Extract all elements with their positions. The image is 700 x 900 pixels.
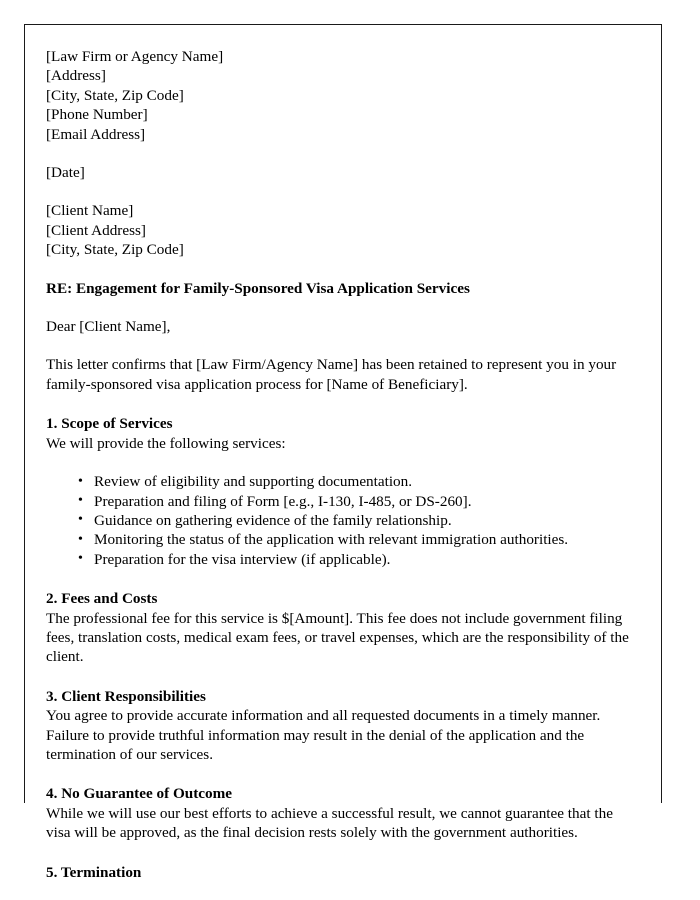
- letterhead-address: [Address]: [46, 67, 106, 85]
- services-list: [46, 472, 638, 569]
- spacer: [46, 260, 638, 279]
- section-heading: 4. No Guarantee of Outcome: [46, 785, 233, 803]
- letterhead-city-state-zip: [City, State, Zip Code]: [46, 86, 184, 104]
- date-line: [Date]: [46, 164, 85, 182]
- spacer: [46, 394, 638, 414]
- section-termination: [46, 863, 638, 882]
- list-item: [78, 492, 638, 511]
- document-body: [46, 47, 638, 882]
- spacer: [46, 298, 638, 317]
- section-fees-and-costs: [46, 589, 638, 667]
- section-client-responsibilities: [46, 687, 638, 765]
- section-body: While we will use our best efforts to achieve a successful result, we cannot guarantee that the visa will be approved, as the final decision rests solely with the government authorities.: [46, 804, 613, 842]
- recipient-name: [Client Name]: [46, 202, 134, 220]
- intro-paragraph: This letter confirms that [Law Firm/Agency Name] has been retained to represent you in your family-sponsored visa application process for [Name of Beneficiary].: [46, 356, 617, 393]
- letterhead-firm-name: [Law Firm or Agency Name]: [46, 48, 224, 65]
- letterhead-phone: [Phone Number]: [46, 106, 148, 124]
- bullet-icon: •: [78, 512, 83, 528]
- spacer: [46, 336, 638, 355]
- bullet-icon: •: [78, 531, 83, 547]
- bullet-icon: •: [78, 473, 83, 489]
- list-item-label: Review of eligibility and supporting documentation.: [94, 473, 413, 491]
- recipient-block: [46, 201, 638, 259]
- section-body: The professional fee for this service is $[Amount]. This fee does not include government filing fees, translation costs, medical exam fees, or travel expenses, which are the responsibility of the client.: [46, 609, 629, 666]
- section-lead-in: We will provide the following services:: [46, 434, 286, 452]
- section-scope-of-services: [46, 414, 638, 569]
- section-heading: 5. Termination: [46, 863, 142, 881]
- spacer: [46, 182, 638, 201]
- section-heading: 3. Client Responsibilities: [46, 687, 206, 705]
- section-no-guarantee-of-outcome: [46, 784, 638, 842]
- section-heading: 2. Fees and Costs: [46, 590, 158, 608]
- letterhead-email: [Email Address]: [46, 125, 146, 143]
- spacer: [46, 667, 638, 687]
- document-page: [24, 24, 662, 881]
- spacer: [46, 764, 638, 784]
- list-item: [78, 472, 638, 491]
- recipient-address: [Client Address]: [46, 221, 146, 239]
- salutation: Dear [Client Name],: [46, 318, 171, 336]
- spacer: [46, 144, 638, 163]
- recipient-city-state-zip: [City, State, Zip Code]: [46, 241, 184, 259]
- list-item: [78, 550, 638, 569]
- section-heading: 1. Scope of Services: [46, 415, 173, 433]
- list-item-label: Monitoring the status of the application with relevant immigration authorities.: [94, 531, 569, 549]
- list-item-label: Preparation for the visa interview (if applicable).: [94, 550, 391, 568]
- spacer: [46, 453, 638, 472]
- spacer: [46, 569, 638, 589]
- list-item-label: Guidance on gathering evidence of the family relationship.: [94, 511, 452, 529]
- bullet-icon: •: [78, 493, 83, 508]
- subject-line: RE: Engagement for Family-Sponsored Visa Application Services: [46, 279, 470, 297]
- list-item-label: Preparation and filing of Form [e.g., I-130, I-485, or DS-260].: [94, 492, 472, 510]
- list-item: [78, 530, 638, 549]
- spacer: [46, 843, 638, 863]
- section-body: You agree to provide accurate information and all requested documents in a timely manner. Failure to provide truthful information may result in the denial of the application and the termination of our services.: [46, 707, 601, 763]
- list-item: [78, 511, 638, 530]
- bullet-icon: •: [78, 551, 83, 567]
- letterhead-block: [46, 47, 638, 144]
